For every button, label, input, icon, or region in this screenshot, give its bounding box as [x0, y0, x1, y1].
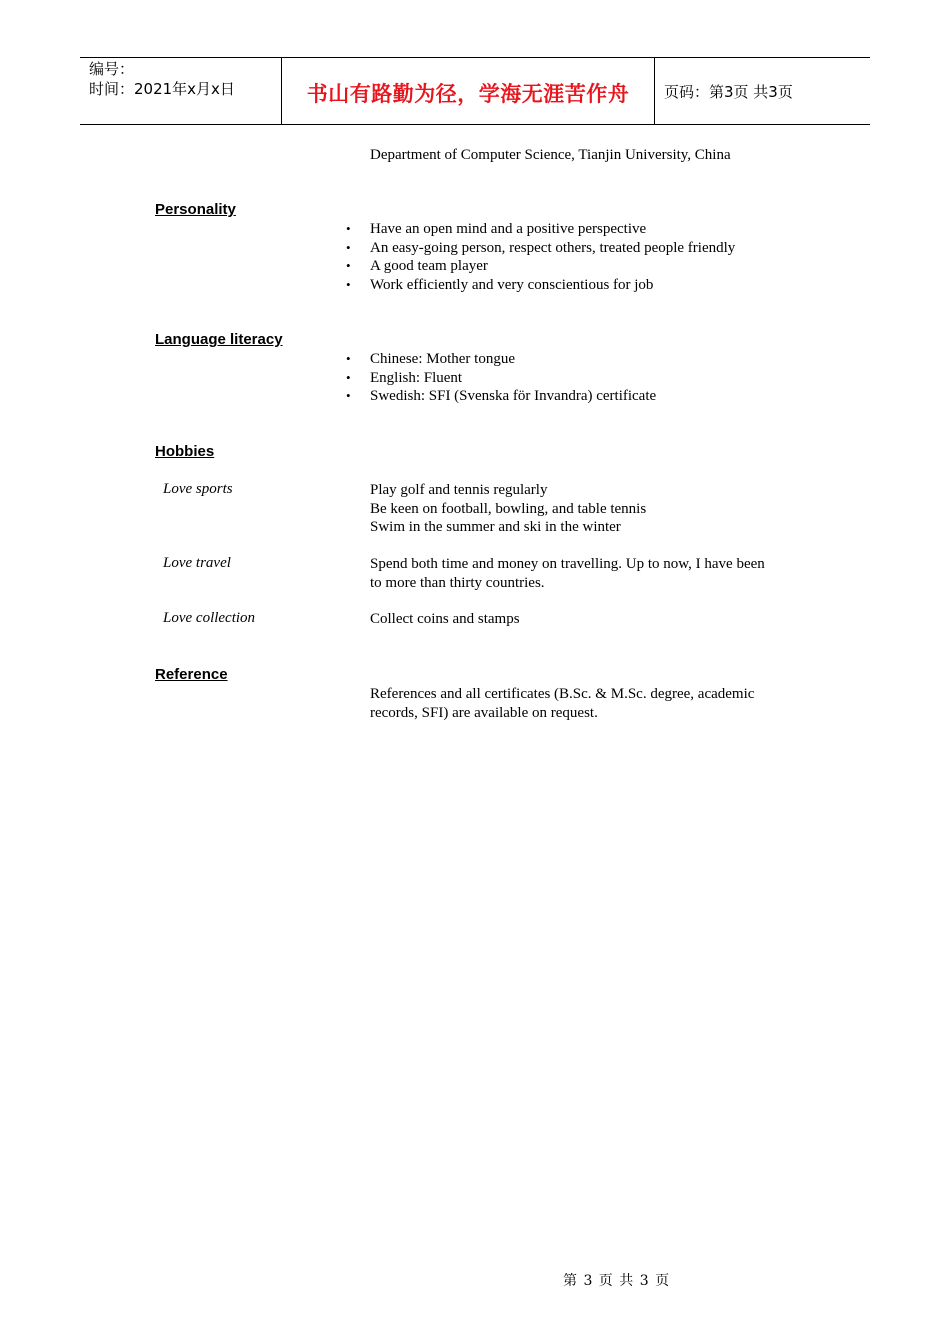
- hobby-label-sports: Love sports: [163, 481, 233, 497]
- list-item: • A good team player: [346, 258, 488, 274]
- bullet-icon: •: [346, 258, 351, 273]
- header-divider-right: [654, 57, 655, 124]
- bullet-icon: •: [346, 239, 351, 255]
- section-title-reference: Reference: [155, 666, 228, 683]
- reference-line-2: records, SFI) are available on request.: [370, 704, 598, 721]
- section-title-hobbies: Hobbies: [155, 443, 215, 460]
- hobby-travel-line-1: Spend both time and money on travelling. Up to now, I have been: [370, 556, 765, 572]
- header-bottom-rule: [80, 124, 870, 125]
- time-label: 时间：2021年x月x日: [89, 80, 235, 98]
- section-title-personality: Personality: [155, 201, 236, 218]
- header-top-rule: [80, 57, 870, 58]
- list-item: • Have an open mind and a positive perspective: [346, 221, 647, 237]
- bullet-icon: •: [346, 369, 351, 385]
- list-item: • An easy-going person, respect others, treated people friendly: [346, 239, 736, 256]
- bullet-icon: •: [346, 351, 351, 366]
- hobby-label-collection: Love collection: [163, 610, 256, 626]
- header-page-label: 页码：第3页 共3页: [664, 83, 793, 101]
- bullet-icon: •: [346, 276, 351, 292]
- hobby-label-travel: Love travel: [163, 555, 231, 571]
- reference-line-1: References and all certificates (B.Sc. & M.Sc. degree, academic: [370, 686, 755, 702]
- page-footer: 第 3 页 共 3 页: [563, 1273, 671, 1289]
- list-item: • Swedish: SFI (Svenska för Invandra) certificate: [346, 388, 657, 404]
- hobby-sports-line-1: Play golf and tennis regularly: [370, 482, 548, 498]
- serial-label: 编号：: [89, 60, 135, 78]
- hobby-collection-line: Collect coins and stamps: [370, 611, 520, 627]
- list-item: • English: Fluent: [346, 369, 463, 386]
- header-meta: [89, 59, 235, 99]
- hobby-sports-line-2: Be keen on football, bowling, and table tennis: [370, 500, 647, 517]
- bullet-icon: •: [346, 388, 351, 403]
- header-motto: 书山有路勤为径，学海无涯苦作舟: [306, 82, 630, 106]
- bullet-icon: •: [346, 221, 351, 236]
- language-list: [346, 350, 656, 406]
- hobby-sports-line-3: Swim in the summer and ski in the winter: [370, 519, 621, 535]
- section-title-language: Language literacy: [155, 331, 283, 348]
- education-line: Department of Computer Science, Tianjin University, China: [370, 147, 731, 163]
- personality-list: [346, 220, 735, 294]
- list-item: • Chinese: Mother tongue: [346, 351, 515, 367]
- hobby-travel-line-2: to more than thirty countries.: [370, 574, 545, 591]
- list-item: • Work efficiently and very conscientious for job: [346, 276, 654, 293]
